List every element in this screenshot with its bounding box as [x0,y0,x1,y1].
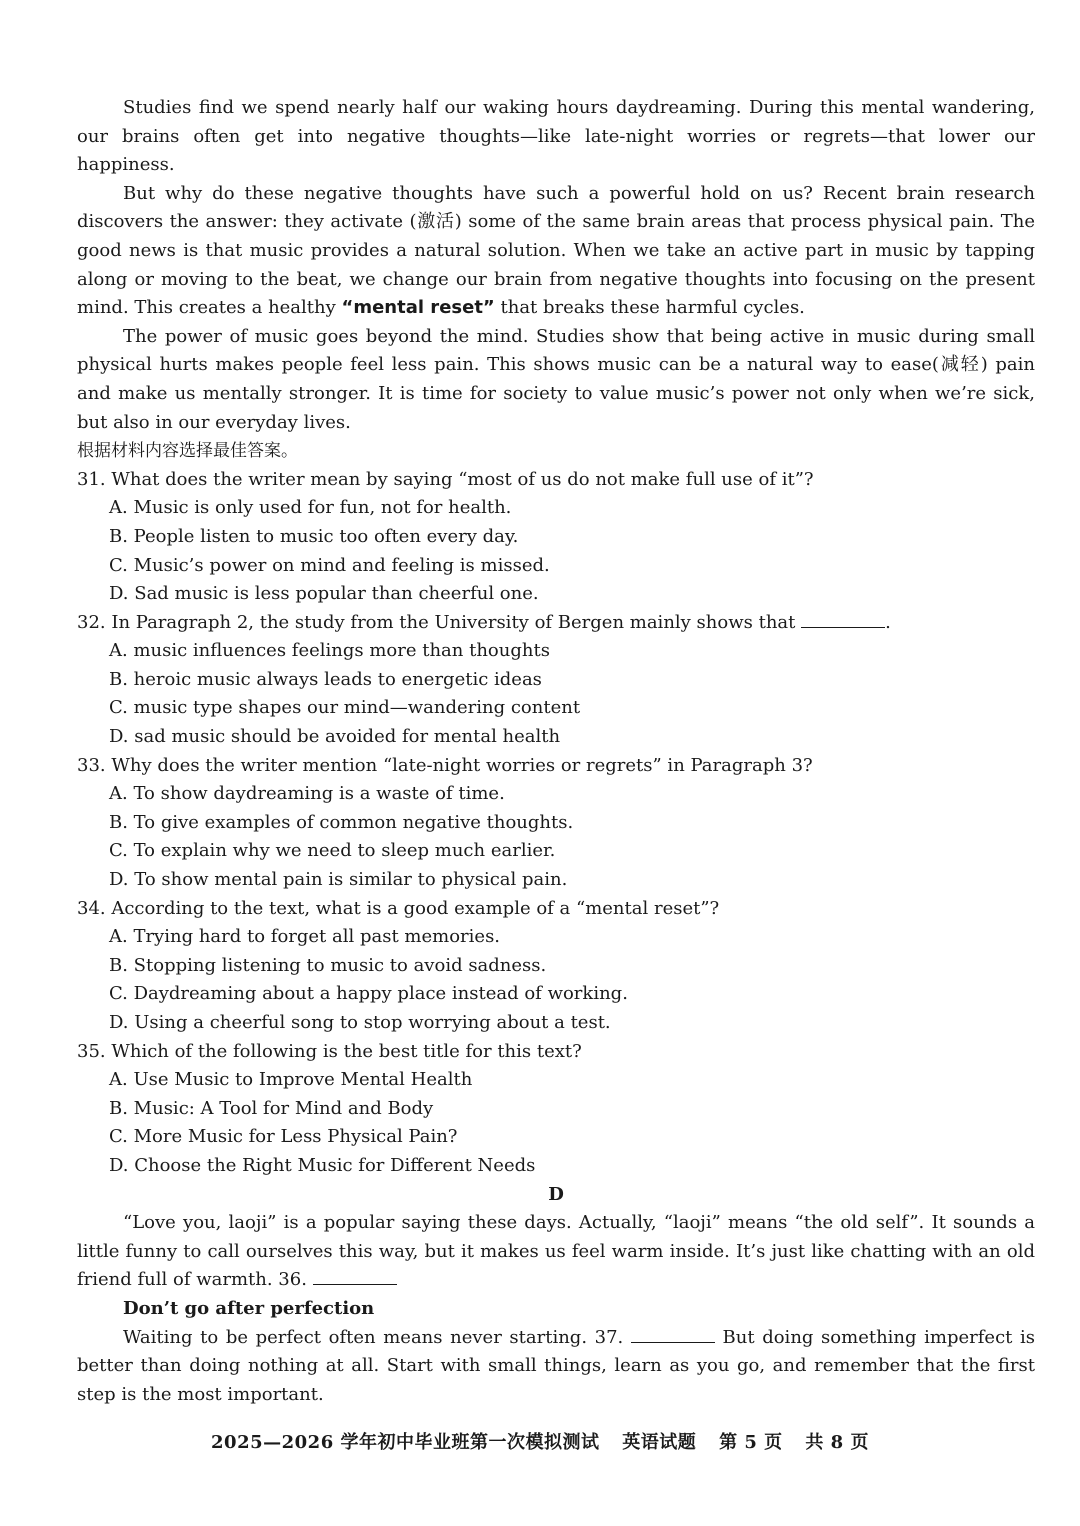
option-a[interactable]: A. Use Music to Improve Mental Health [109,1069,473,1091]
paragraph-text: But why do these negative thoughts have such a powerful hold on us? Recent brain research discovers the answer: they activate (激活) some of the same brain areas that process physical pain. The good news is that music provides a natural solution. When we take an active part in music by tapping along or moving to the beat, we change our brain from negative thoughts into focusing on the present mind. This creates a healthy [77,182,1035,319]
option-a[interactable]: A. music influences feelings more than thoughts [109,640,550,662]
option-d[interactable]: D. Choose the Right Music for Different Needs [109,1154,536,1176]
passage-c-paragraph-3: The power of music goes beyond the mind. Studies show that being active in music during small physical hurts makes people feel less pain. This shows music can be a natural way to ease(减轻) pain and make us mentally stronger. It is time for society to value music’s power not only when we’re sick, but also in our everyday lives. [77,325,1035,433]
option-c[interactable]: C. Music’s power on mind and feeling is missed. [109,554,550,576]
page-footer [0,1428,1080,1454]
option-d[interactable]: D. To show mental pain is similar to physical pain. [109,869,568,891]
option-b[interactable]: B. Stopping listening to music to avoid sadness. [109,954,547,976]
page-number: 第 5 页 [719,1432,783,1453]
answer-blank-37[interactable] [631,1324,715,1343]
option-c[interactable]: C. More Music for Less Physical Pain? [109,1126,458,1148]
page-total: 共 8 页 [805,1432,869,1453]
option-c[interactable]: C. Daydreaming about a happy place instead of working. [109,983,628,1005]
question-stem: 34. According to the text, what is a good example of a “mental reset”? [77,897,720,919]
section-d-heading: D [548,1183,564,1205]
mental-reset-term: “mental reset” [341,297,495,319]
passage-d-subheading: Don’t go after perfection [123,1297,375,1319]
answer-blank-36[interactable] [313,1266,397,1285]
page-content [77,94,1035,1409]
question-35 [77,1038,1035,1181]
option-b[interactable]: B. To give examples of common negative thoughts. [109,811,574,833]
instruction: 根据材料内容选择最佳答案。 [77,441,298,462]
exam-title: 2025—2026 学年初中毕业班第一次模拟测试 [211,1432,600,1453]
stem-text: 32. In Paragraph 2, the study from the University of Bergen mainly shows that [77,611,796,633]
option-c[interactable]: C. music type shapes our mind—wandering content [109,697,581,719]
option-a[interactable]: A. To show daydreaming is a waste of time. [109,783,505,805]
passage-c-paragraph-2 [77,180,1035,323]
question-stem: 31. What does the writer mean by saying “most of us do not make full use of it”? [77,468,814,490]
option-a[interactable]: A. Trying hard to forget all past memories. [109,926,501,948]
question-stem: 35. Which of the following is the best title for this text? [77,1040,582,1062]
passage-d-paragraph-2 [77,1324,1035,1410]
option-d[interactable]: D. sad music should be avoided for mental health [109,726,561,748]
subject-label: 英语试题 [622,1432,697,1453]
question-stem [77,609,1035,638]
paragraph-text: Waiting to be perfect often means never starting. 37. [123,1326,624,1348]
option-b[interactable]: B. Music: A Tool for Mind and Body [109,1097,434,1119]
paragraph-text: But doing something imperfect is better than doing nothing at all. Start with small things, learn as you go, and remember that the first step is the most important. [77,1326,1035,1405]
passage-d-paragraph-1 [77,1209,1035,1295]
option-d[interactable]: D. Sad music is less popular than cheerful one. [109,583,539,605]
option-b[interactable]: B. People listen to music too often every day. [109,525,519,547]
question-31 [77,466,1035,609]
option-b[interactable]: B. heroic music always leads to energetic ideas [109,668,542,690]
answer-blank[interactable] [801,609,885,628]
option-a[interactable]: A. Music is only used for fun, not for health. [109,497,512,519]
question-34 [77,895,1035,1038]
stem-end: . [885,611,891,633]
question-33 [77,752,1035,895]
paragraph-text: “Love you, laoji” is a popular saying these days. Actually, “laoji” means “the old self”. It sounds a little funny to call ourselves this way, but it makes us feel warm inside. It’s just like chatting with an old friend full of warmth. 36. [77,1212,1035,1291]
question-32 [77,609,1035,752]
option-c[interactable]: C. To explain why we need to sleep much earlier. [109,840,556,862]
passage-c-paragraph-1: Studies find we spend nearly half our waking hours daydreaming. During this mental wandering, our brains often get into negative thoughts—like late-night worries or regrets—that lower our happiness. [77,97,1035,176]
option-d[interactable]: D. Using a cheerful song to stop worrying about a test. [109,1012,611,1033]
paragraph-text: that breaks these harmful cycles. [494,297,805,319]
question-stem: 33. Why does the writer mention “late-night worries or regrets” in Paragraph 3? [77,754,813,776]
